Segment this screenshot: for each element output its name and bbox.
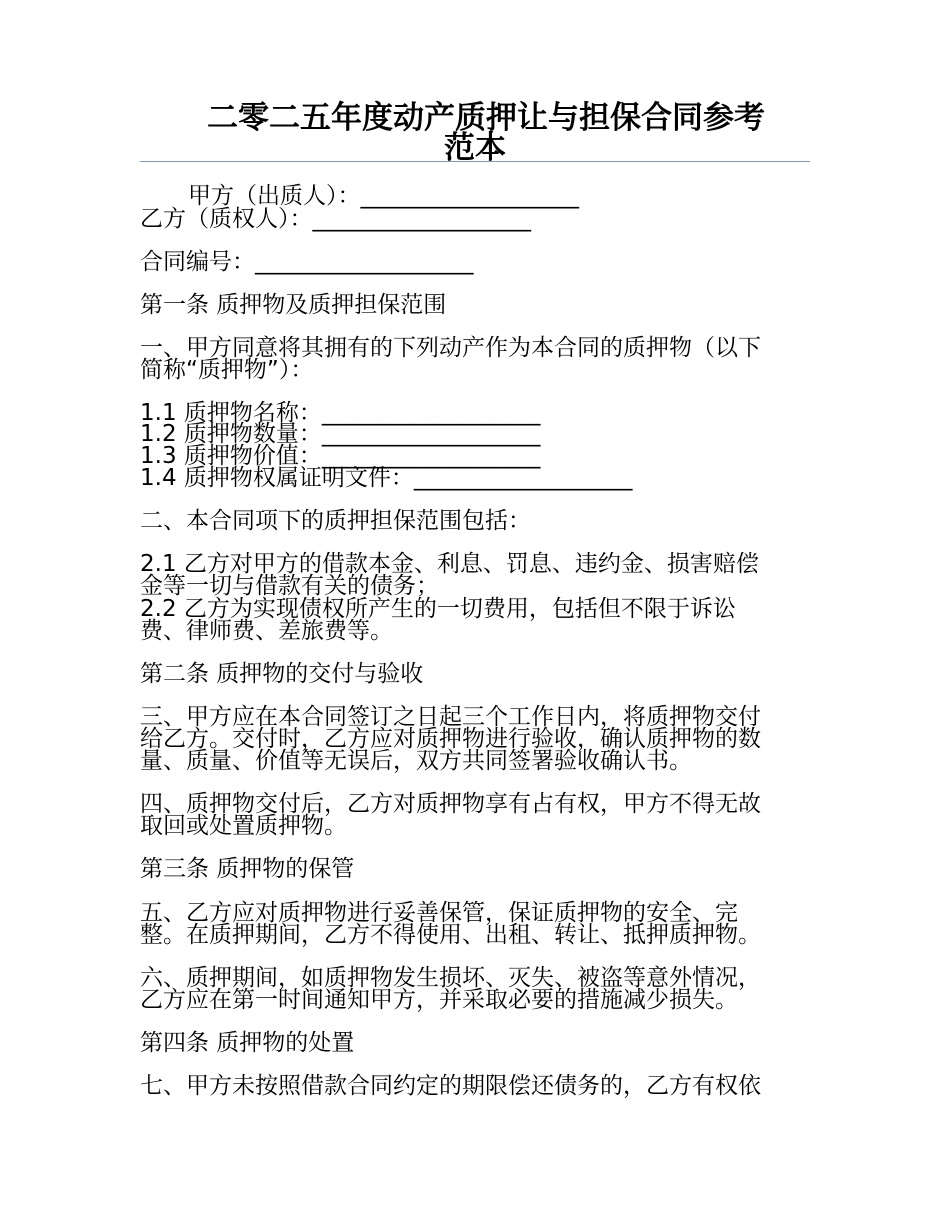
article-4-heading: 第四条 质押物的处置: [140, 1030, 355, 1056]
document-title-line-1: 二零二五年度动产质押让与担保合同参考: [207, 100, 765, 136]
paragraph-3-line-1: 三、甲方应在本合同签订之日起三个工作日内，将质押物交付: [140, 704, 761, 730]
paragraph-3-line-2: 给乙方。交付时，乙方应对质押物进行验收，确认质押物的数: [140, 726, 761, 752]
paragraph-5-line-2: 整。在质押期间，乙方不得使用、出租、转让、抵押质押物。: [140, 922, 761, 948]
paragraph-2: 二、本合同项下的质押担保范围包括：: [140, 508, 531, 534]
paragraph-3-line-3: 量、质量、价值等无误后，双方共同签署验收确认书。: [140, 748, 692, 774]
item-1-4: 1.4 质押物权属证明文件：___________________: [140, 465, 633, 491]
article-1-heading: 第一条 质押物及质押担保范围: [140, 292, 447, 318]
item-2-2-line-1: 2.2 乙方为实现债权所产生的一切费用，包括但不限于诉讼: [140, 596, 736, 622]
item-1-2: 1.2 质押物数量：___________________: [140, 421, 541, 447]
title-underline: [140, 161, 810, 162]
paragraph-1-line-2: 简称“质押物”）：: [140, 357, 314, 383]
party-b-line: 乙方（质权人）：___________________: [140, 206, 531, 232]
paragraph-1-line-1: 一、甲方同意将其拥有的下列动产作为本合同的质押物（以下: [140, 335, 761, 361]
item-1-3: 1.3 质押物价值：___________________: [140, 443, 541, 469]
item-2-1-line-1: 2.1 乙方对甲方的借款本金、利息、罚息、违约金、损害赔偿: [140, 551, 759, 577]
paragraph-7-line-1: 七、甲方未按照借款合同约定的期限偿还债务的，乙方有权依: [140, 1073, 761, 1099]
item-2-1-line-2: 金等一切与借款有关的债务；: [140, 573, 439, 599]
paragraph-6-line-1: 六、质押期间，如质押物发生损坏、灭失、被盗等意外情况，: [140, 965, 761, 991]
article-3-heading: 第三条 质押物的保管: [140, 856, 355, 882]
article-2-heading: 第二条 质押物的交付与验收: [140, 661, 424, 687]
document-title-line-2: 范本: [444, 130, 506, 166]
item-1-1: 1.1 质押物名称：___________________: [140, 400, 541, 426]
paragraph-6-line-2: 乙方应在第一时间通知甲方，并采取必要的措施减少损失。: [140, 987, 738, 1013]
item-2-2-line-2: 费、律师费、差旅费等。: [140, 618, 393, 644]
paragraph-4-line-1: 四、质押物交付后，乙方对质押物享有占有权，甲方不得无故: [140, 791, 761, 817]
contract-number-line: 合同编号：___________________: [140, 249, 474, 275]
paragraph-4-line-2: 取回或处置质押物。: [140, 813, 347, 839]
paragraph-5-line-1: 五、乙方应对质押物进行妥善保管，保证质押物的安全、完: [140, 900, 738, 926]
party-a-line: 甲方（出质人）：___________________: [188, 183, 579, 209]
